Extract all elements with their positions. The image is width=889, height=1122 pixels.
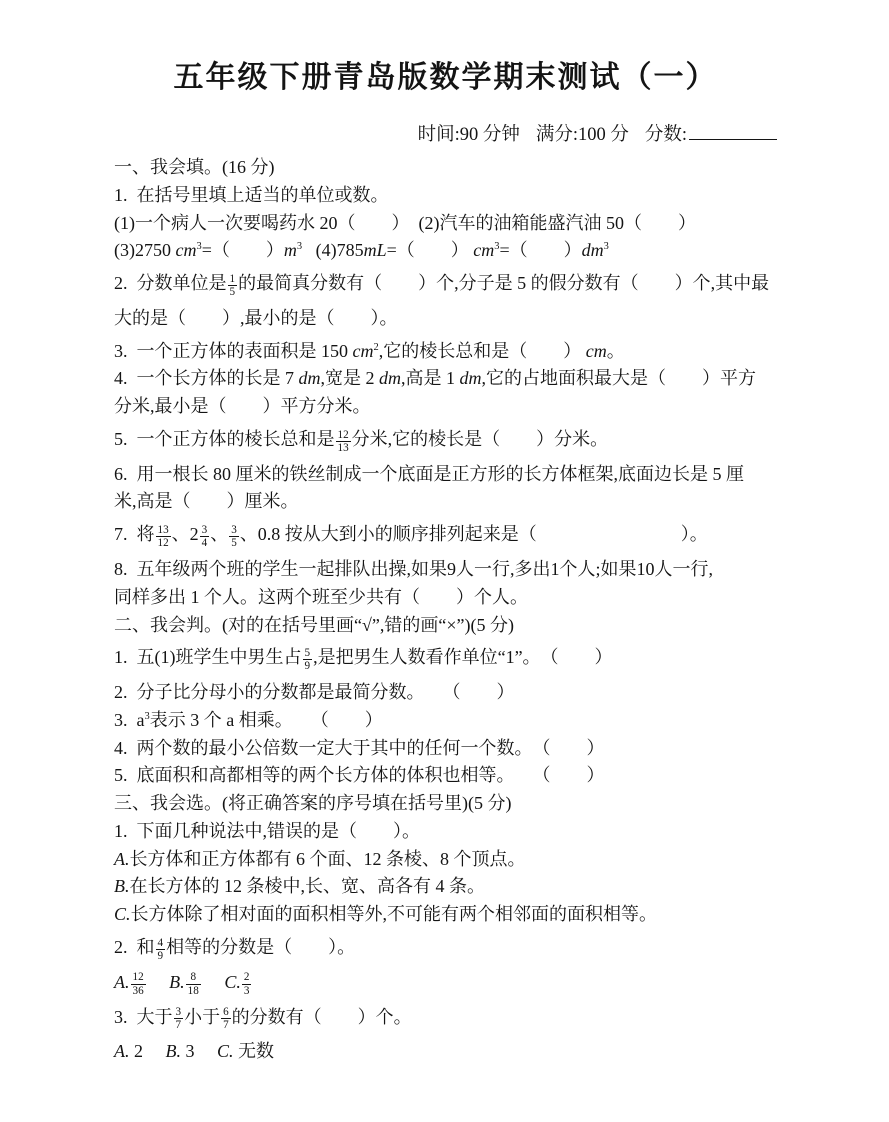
s1-q8-line1: 8. 五年级两个班的学生一起排队出操,如果9人一行,多出1个人;如果10人一行,	[114, 559, 713, 580]
s2-q1: 1. 五(1)班学生中男生占 $\frac{5}{9}$ ,是把男生人数看作单位“1”。 （ ）	[114, 647, 613, 673]
s3-q1-option-b: B.在长方体的 12 条棱中,长、宽、高各有 4 条。	[114, 876, 485, 897]
s1-q5: 5. 一个正方体的棱长总和是 $\frac{12}{13}$ 分米,它的棱长是（ ）分米。	[114, 428, 609, 454]
fraction: $\frac{2}{3}$	[243, 971, 250, 997]
meta-time: 时间:90 分钟	[417, 125, 520, 145]
s3-q3-options: A. 2 B. 3 C. 无数	[114, 1041, 275, 1062]
s1-q4-line2: 分米,最小是（ ）平方分米。	[114, 396, 371, 417]
s3-q2: 2. 和 $\frac{4}{9}$ 相等的分数是（ ）。	[114, 936, 356, 962]
fraction: $\frac{3}{5}$	[231, 523, 237, 549]
fraction: $\frac{4}{9}$	[157, 936, 164, 962]
s1-q7: 7. 将 $\frac{13}{12}$ 、2 $\frac{3}{4}$ 、 $\frac{3}{5}$ 、0.8 按从大到小的顺序排列起来是（ ）。	[114, 523, 708, 549]
fraction: $\frac{3}{7}$	[175, 1006, 182, 1032]
s3-q2-options: A. $\frac{12}{36}$ B. $\frac{8}{18}$ C. $\frac{2}{3}$	[114, 971, 250, 997]
section2-heading: 二、我会判。(对的在括号里画“√”,错的画“×”)(5 分)	[114, 614, 514, 635]
fraction: $\frac{8}{18}$	[187, 971, 199, 997]
s3-q3: 3. 大于 $\frac{3}{7}$ 小于 $\frac{6}{7}$ 的分数有（ ）个。	[114, 1006, 412, 1032]
s1-q3: 3. 一个正方体的表面积是 150 $cm^2$,它的棱长总和是（ ） cm。	[114, 340, 625, 361]
s1-q4-line1: 4. 一个长方体的长是 7 dm,宽是 2 dm,高是 1 dm,它的占地面积最大是（ ）平方	[114, 368, 756, 389]
fraction: $\frac{1}{5}$	[229, 272, 236, 298]
score-blank-line	[689, 121, 777, 141]
s2-q2: 2. 分子比分母小的分数都是最简分数。 （ ）	[114, 682, 515, 703]
fraction: $\frac{3}{4}$	[201, 523, 208, 549]
s1-q2-line1: 2. 分数单位是 $\frac{1}{5}$ 的最简真分数有（ ）个,分子是 5 的假分数有（ ）个,其中最	[114, 272, 770, 298]
fraction: $\frac{12}{13}$	[337, 428, 349, 454]
meta-score-label: 分数:	[644, 125, 687, 145]
fraction: $\frac{12}{36}$	[132, 971, 144, 997]
fraction: $\frac{6}{7}$	[223, 1006, 229, 1032]
s1-q6-line1: 6. 用一根长 80 厘米的铁丝制成一个底面是正方形的长方体框架,底面边长是 5 厘	[114, 463, 744, 484]
section1-heading: 一、我会填。(16 分)	[114, 157, 275, 177]
fraction: $\frac{13}{12}$	[157, 523, 169, 549]
s1-q1-stem: 1. 在括号里填上适当的单位或数。	[114, 184, 389, 205]
s1-q1-parts-3-4: (3)2750 $cm^3=$（ ）$m^3$ (4)785mL=（ ） $cm^3=$（ ）$dm^3$	[114, 240, 609, 261]
exam-title: 五年级下册青岛版数学期末测试（一）	[173, 61, 718, 94]
s1-q1-parts-1-2: (1)一个病人一次要喝药水 20（ ） (2)汽车的油箱能盛汽油 50（ ）	[114, 212, 696, 233]
s3-q1-option-a: A.长方体和正方体都有 6 个面、12 条棱、8 个顶点。	[114, 848, 526, 869]
s1-q8-line2: 同样多出 1 个人。这两个班至少共有（ ）个人。	[114, 586, 528, 607]
s2-q3: 3. $a^3$表示 3 个 a 相乘。 （ ）	[114, 709, 383, 730]
s1-q6-line2: 米,高是（ ）厘米。	[114, 491, 299, 512]
meta-full-marks: 满分:100 分	[535, 125, 629, 145]
s2-q4: 4. 两个数的最小公倍数一定大于其中的任何一个数。 （ ）	[114, 737, 605, 758]
exam-meta-row	[114, 120, 777, 146]
s2-q5: 5. 底面积和高都相等的两个长方体的体积也相等。 （ ）	[114, 765, 605, 786]
s3-q1-option-c: C.长方体除了相对面的面积相等外,不可能有两个相邻面的面积相等。	[114, 904, 658, 925]
fraction: $\frac{5}{9}$	[304, 647, 311, 673]
s1-q2-line2: 大的是（ ）,最小的是（ ）。	[114, 307, 398, 328]
s3-q1: 1. 下面几种说法中,错误的是（ ）。	[114, 820, 420, 841]
section3-heading: 三、我会选。(将正确答案的序号填在括号里)(5 分)	[114, 793, 512, 814]
